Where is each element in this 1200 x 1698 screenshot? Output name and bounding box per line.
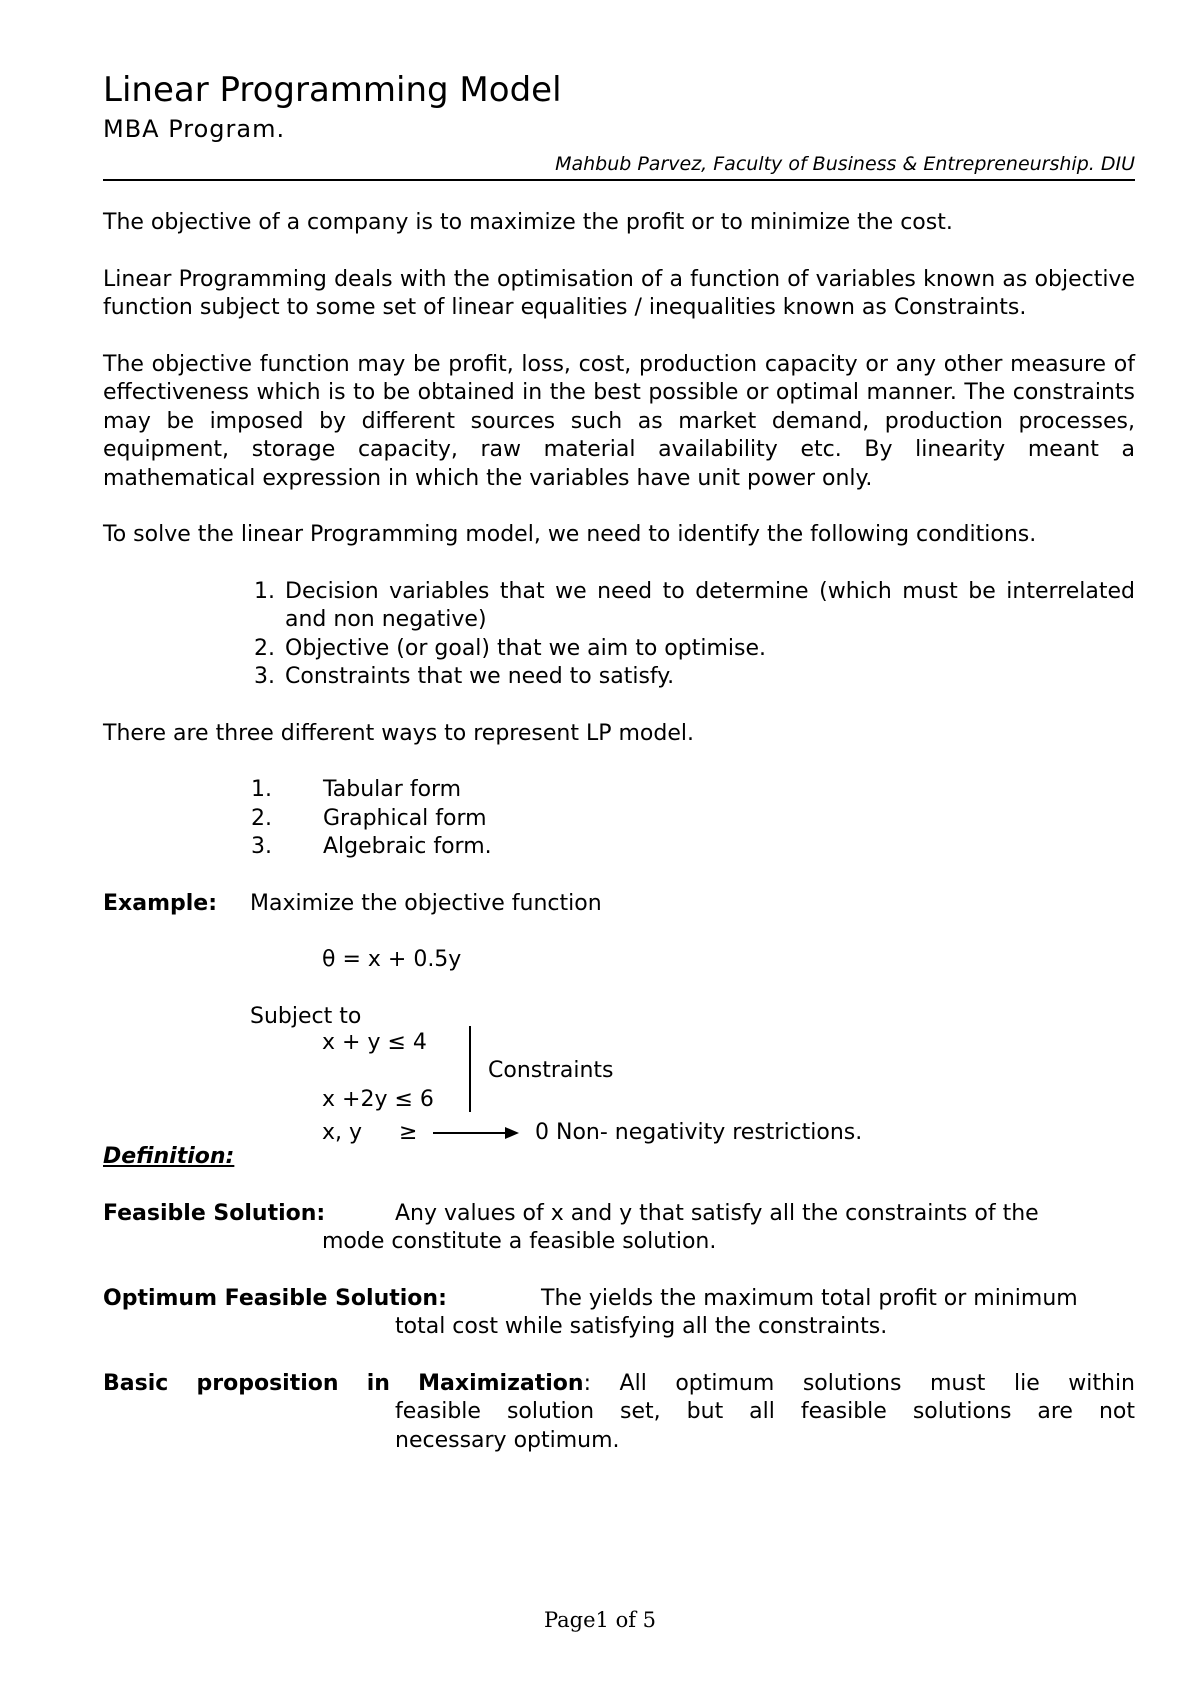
paragraph-solve-conditions: To solve the linear Programming model, we need to identify the following conditions. (103, 522, 1037, 547)
optimum-solution-definition (103, 1285, 1135, 1342)
basic-proposition-text-2: feasible solution set, but all feasible solutions are not (395, 1399, 1135, 1424)
list-item: 3. Algebraic form. (251, 834, 492, 859)
constraint-2: x +2y ≤ 6 (322, 1087, 434, 1112)
page-number: Page1 of 5 (543, 1608, 657, 1632)
author-line: Mahbub Parvez, Faculty of Business & Entrepreneurship. DIU (555, 153, 1135, 175)
ways-list (103, 776, 1135, 862)
subject-to-row (103, 1003, 1135, 1032)
optimum-solution-label: Optimum Feasible Solution: (103, 1285, 447, 1311)
paragraph-objective: The objective of a company is to maximize the profit or to minimize the cost. (103, 210, 953, 235)
basic-proposition-text-3: necessary optimum. (395, 1427, 620, 1453)
objective-row (103, 946, 1135, 975)
paragraph-ways-intro: There are three different ways to represent LP model. (103, 720, 694, 746)
feasible-solution-text-2: mode constitute a feasible solution. (322, 1229, 717, 1254)
optimum-solution-text-2: total cost while satisfying all the constraints. (395, 1314, 888, 1339)
document-title: Linear Programming Model (103, 70, 562, 110)
feasible-solution-text-1: Any values of x and y that satisfy all the constraints of the (395, 1200, 1039, 1226)
constraints-bracket (469, 1026, 471, 1112)
nonneg-text: 0 Non- negativity restrictions. (535, 1120, 863, 1145)
definition-heading: Definition: (103, 1144, 235, 1169)
document-page (103, 70, 1135, 1455)
basic-proposition-definition (103, 1370, 1135, 1456)
subject-to-label: Subject to (250, 1003, 362, 1029)
optimum-solution-text-1: The yields the maximum total profit or minimum (541, 1285, 1078, 1311)
paragraph-lp-definition: Linear Programming deals with the optimisation of a function of variables known as objective function subject to some set of linear equalities / inequalities known as Constraints. (103, 266, 1135, 320)
arrow-right-icon (433, 1126, 519, 1140)
list-item: 3. Constraints that we need to satisfy. (254, 664, 675, 689)
document-subtitle: MBA Program. (103, 115, 286, 143)
feasible-solution-label: Feasible Solution: (103, 1200, 326, 1226)
constraints-label: Constraints (488, 1058, 614, 1083)
nonneg-variables: x, y (322, 1120, 363, 1145)
constraint-1: x + y ≤ 4 (322, 1030, 427, 1055)
objective-function: θ = x + 0.5y (322, 947, 462, 972)
feasible-solution-definition (103, 1200, 1135, 1257)
example-text: Maximize the objective function (250, 890, 602, 916)
example-row (103, 890, 1135, 919)
constraints-block (103, 1031, 1135, 1116)
list-item: 2. Objective (or goal) that we aim to optimise. (254, 635, 766, 661)
paragraph-objective-function: The objective function may be profit, loss, cost, production capacity or any other measure of effectiveness which is to be obtained in the best possible or optimal manner. The constraints may be imposed by different sources such as market demand, production processes, equipment, storage capacity, raw material availability etc. By linearity meant a mathematical expression in which the variables have unit power only. (103, 351, 1135, 491)
basic-proposition-label: Basic proposition in Maximization (103, 1370, 584, 1396)
list-item: 2. Graphical form (251, 805, 487, 831)
nonneg-symbol: ≥ (399, 1120, 418, 1145)
nonneg-row (103, 1116, 1135, 1144)
basic-proposition-text-1: : All optimum solutions must lie within (583, 1370, 1135, 1396)
list-item: 1. Decision variables that we need to determine (which must be interrelated and non negative) (254, 578, 1135, 632)
list-item: 1. Tabular form (251, 777, 462, 802)
conditions-list (103, 578, 1135, 692)
example-label: Example: (103, 890, 217, 916)
